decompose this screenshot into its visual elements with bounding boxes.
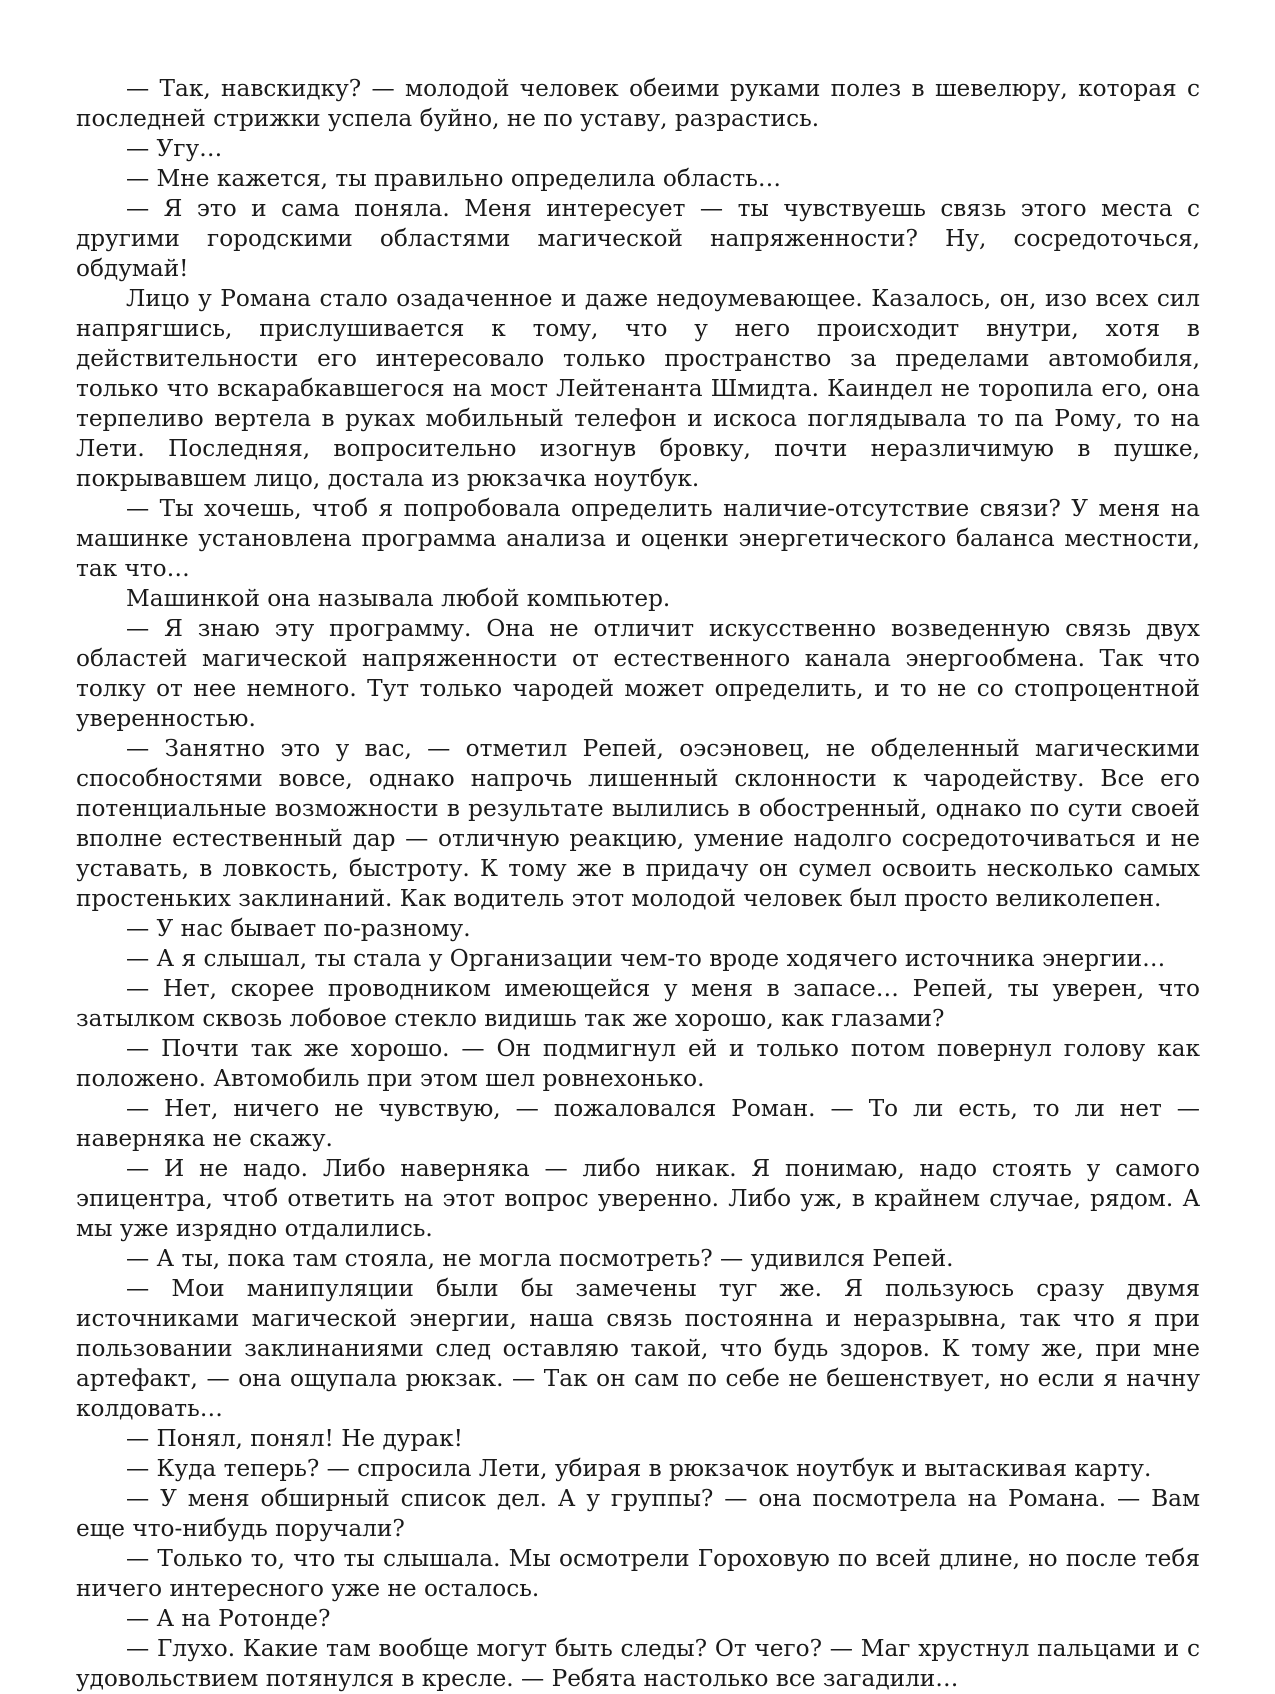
paragraph: — Я это и сама поняла. Меня интересует — ты чувствуешь связь этого места с другими городскими областями магической напряженности? Ну, сосредоточься, обдумай! <box>76 195 1200 282</box>
paragraph: — У нас бывает по-разному. <box>126 915 471 942</box>
paragraph: — Нет, скорее проводником имеющейся у меня в запасе… Репей, ты уверен, что затылком сквозь лобовое стекло видишь так же хорошо, как глазами? <box>76 975 1200 1032</box>
paragraph: — Куда теперь? — спросила Лети, убирая в рюкзачок ноутбук и вытаскивая карту. <box>126 1455 1152 1482</box>
paragraph: — Занятно это у вас, — отметил Репей, оэсэновец, не обделенный магическими способностями вовсе, однако напрочь лишенный склонности к чародейству. Все его потенциальные возможности в результате вылились в обостренный, однако по сути своей вполне естественный дар — отличную реакцию, умение надолго сосредоточиваться и не уставать, в ловкость, быстроту. К тому же в придачу он сумел освоить несколько самых простеньких заклинаний. Как водитель этот молодой человек был просто великолепен. <box>76 735 1200 912</box>
paragraph: — Я знаю эту программу. Она не отличит искусственно возведенную связь двух областей магической напряженности от естественного канала энергообмена. Так что толку от нее немного. Тут только чародей может определить, и то не со стопроцентной уверенностью. <box>76 615 1200 732</box>
paragraph: — Мои манипуляции были бы замечены туг же. Я пользуюсь сразу двумя источниками магической энергии, наша связь постоянна и неразрывна, так что я при пользовании заклинаниями след оставляю такой, что будь здоров. К тому же, при мне артефакт, — она ощупала рюкзак. — Так он сам по себе не бешенствует, но если я начну колдовать… <box>76 1275 1200 1422</box>
paragraph: — Почти так же хорошо. — Он подмигнул ей и только потом повернул голову как положено. Автомобиль при этом шел ровнехонько. <box>76 1035 1200 1092</box>
paragraph: — А ты, пока там стояла, не могла посмотреть? — удивился Репей. <box>126 1245 954 1272</box>
paragraph: Лицо у Романа стало озадаченное и даже недоумевающее. Казалось, он, изо всех сил напрягшись, прислушивается к тому, что у него происходит внутри, хотя в действительности его интересовало только пространство за пределами автомобиля, только что вскарабкавшегося на мост Лейтенанта Шмидта. Каиндел не торопила его, она терпеливо вертела в руках мобильный телефон и искоса поглядывала то па Рому, то на Лети. Последняя, вопросительно изогнув бровку, почти неразличимую в пушке, покрывавшем лицо, достала из рюкзачка ноутбук. <box>76 285 1200 492</box>
paragraph: — У меня обширный список дел. А у группы? — она посмотрела на Романа. — Вам еще что-нибудь поручали? <box>76 1485 1200 1542</box>
paragraph: Машинкой она называла любой компьютер. <box>126 585 671 612</box>
paragraph: — И не надо. Либо наверняка — либо никак. Я понимаю, надо стоять у самого эпицентра, чтоб ответить на этот вопрос уверенно. Либо уж, в крайнем случае, рядом. А мы уже изрядно отдалились. <box>76 1155 1200 1242</box>
paragraph: — А я слышал, ты стала у Организации чем-то вроде ходячего источника энергии… <box>126 945 1166 972</box>
paragraph: — Угу… <box>126 135 223 162</box>
paragraph: — Нет, ничего не чувствую, — пожаловался Роман. — То ли есть, то ли нет — наверняка не скажу. <box>76 1095 1200 1152</box>
paragraph: — Так, навскидку? — молодой человек обеими руками полез в шевелюру, которая с последней стрижки успела буйно, не по уставу, разрастись. <box>76 75 1200 132</box>
paragraph: — Глухо. Какие там вообще могут быть следы? От чего? — Маг хрустнул пальцами и с удовольствием потянулся в кресле. — Ребята настолько все загадили… <box>76 1635 1200 1692</box>
page-body <box>76 74 1200 1692</box>
paragraph: — Ты хочешь, чтоб я попробовала определить наличие-отсутствие связи? У меня на машинке установлена программа анализа и оценки энергетического баланса местности, так что… <box>76 495 1200 582</box>
paragraph: — Понял, понял! Не дурак! <box>126 1425 463 1452</box>
paragraph: — А на Ротонде? <box>126 1605 331 1632</box>
paragraph: — Только то, что ты слышала. Мы осмотрели Гороховую по всей длине, но после тебя ничего интересного уже не осталось. <box>76 1545 1200 1602</box>
paragraph: — Мне кажется, ты правильно определила область… <box>126 165 782 192</box>
